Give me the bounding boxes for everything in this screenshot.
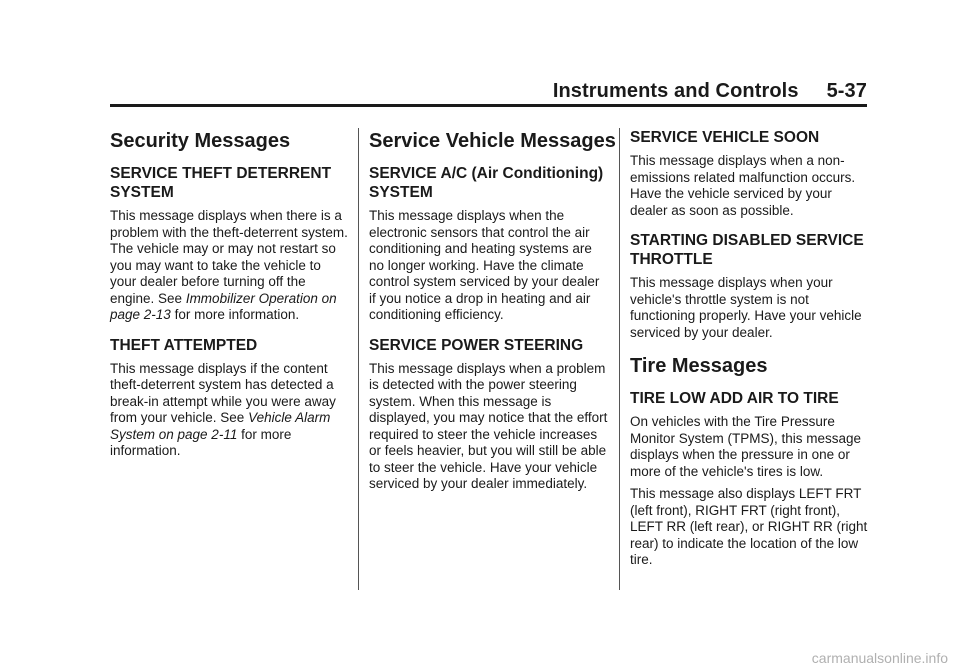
immobilizer-reference-link[interactable]: Immobilizer Operation on page 2-13 [110,290,337,322]
theft-attempted-title: THEFT ATTEMPTED [110,336,258,354]
tire-low-body-2: This message also displays LEFT FRT (left front), RIGHT FRT (right front), LEFT RR (left rear), or RIGHT RR (right rear) to indicate the location of the low tire. [630,486,868,567]
service-ac-system-body: This message displays when the electronic sensors that control the air conditioning and heating systems are no longer working. Have the climate control system serviced by your dealer if you notice a drop in heating and air conditioning efficiency. [369,208,600,322]
theft-attempted-body [110,361,348,460]
service-theft-deterrent-title: SERVICE THEFT DETERRENT SYSTEM [110,165,332,201]
body-text: This message displays if the content theft-deterrent system has detected a break-in attempt while you were away from your vehicle. See [110,360,336,425]
body-text: for more information. [110,426,292,458]
column-divider [619,128,620,590]
service-power-steering-body: This message displays when a problem is detected with the power steering system. When this message is displayed, you may notice that the effort required to steer the vehicle increases or feels heavier, but you will still be able to steer the vehicle. Have your vehicle serviced by your dealer immediately. [369,360,608,491]
column-security-messages [110,128,348,472]
starting-disabled-body: This message displays when your vehicle's throttle system is not functioning properly. Have your vehicle serviced by your dealer. [630,275,862,340]
service-vehicle-soon-title: SERVICE VEHICLE SOON [630,129,820,146]
body-text: This message displays when there is a problem with the theft-deterrent system. The vehicle may or may not restart so you may want to take the vehicle to your dealer before turning off the engine. See [110,208,348,306]
page-number: 5-37 [826,80,867,102]
security-messages-heading: Security Messages [110,130,291,152]
service-vehicle-soon-body: This message displays when a non-emissions related malfunction occurs. Have the vehicle serviced by your dealer as soon as possible. [630,153,856,218]
page-header [110,80,867,103]
tire-messages-heading: Tire Messages [630,355,768,377]
column-tire-messages [630,128,870,581]
body-text: for more information. [170,307,300,322]
column-divider [358,128,359,590]
watermark: carmanualsonline.info [811,650,948,666]
tire-low-add-air-title: TIRE LOW ADD AIR TO TIRE [630,390,839,407]
section-title: Instruments and Controls [552,80,799,102]
vehicle-alarm-reference-link[interactable]: Vehicle Alarm System on page 2-11 [110,410,331,442]
service-power-steering-title: SERVICE POWER STEERING [369,336,584,354]
starting-disabled-title: STARTING DISABLED SERVICE THROTTLE [630,232,864,268]
tire-low-body-1: On vehicles with the Tire Pressure Monitor System (TPMS), this message displays when the pressure in one or more of the vehicle's tires is low. [630,414,862,479]
service-ac-system-title: SERVICE A/C (Air Conditioning) SYSTEM [369,165,604,201]
header-rule [110,104,867,107]
service-vehicle-messages-heading: Service Vehicle Messages [369,130,616,152]
column-service-vehicle-messages [369,128,616,505]
service-theft-deterrent-body [110,208,348,324]
